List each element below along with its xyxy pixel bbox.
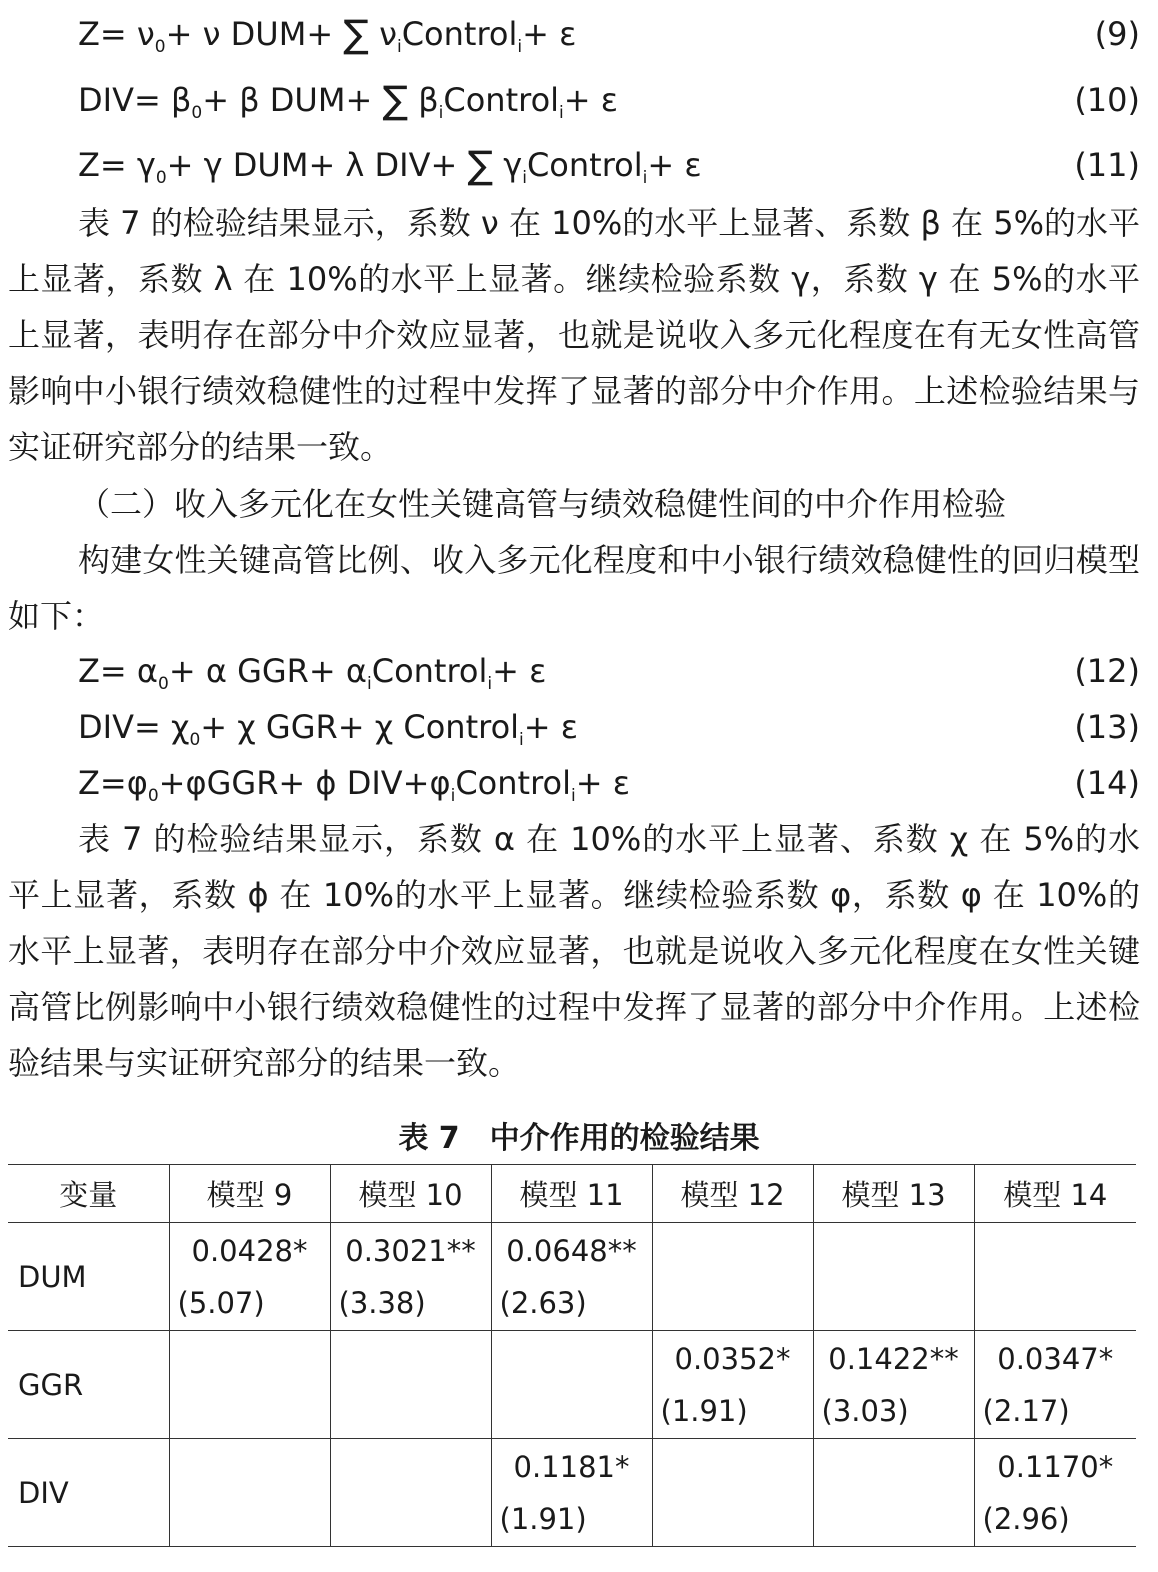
t-statistic: (3.38) [338, 1285, 426, 1320]
table-cell [652, 1331, 813, 1439]
results-table [8, 1164, 1136, 1547]
coefficient: 0.3021** [345, 1233, 476, 1268]
eq-text: + ν DUM+ [165, 15, 344, 53]
eq-text: Z= α [78, 652, 158, 690]
eq-subscript: i [487, 674, 493, 694]
eq-text: Control [526, 146, 643, 184]
equation-number: (11) [1074, 146, 1140, 184]
equation-number: (13) [1074, 708, 1140, 746]
header-cell: 模型 11 [491, 1165, 652, 1223]
section-heading: （二）收入多元化在女性关键高管与绩效稳健性间的中介作用检验 [78, 485, 1007, 523]
equation-number: (10) [1074, 81, 1140, 119]
eq-subscript: i [519, 730, 524, 750]
table-header-row [8, 1165, 1136, 1223]
eq-subscript: i [570, 786, 576, 806]
equation-number: (9) [1094, 15, 1140, 53]
header-cell: 模型 9 [169, 1165, 330, 1223]
equation-10 [78, 72, 1140, 128]
eq-subscript: 0 [189, 730, 201, 750]
eq-text: Z= γ [78, 146, 156, 184]
eq-text: Control [401, 15, 518, 53]
table-cell [652, 1439, 813, 1547]
eq-text: ν [368, 15, 397, 53]
coefficient: 0.1422** [828, 1341, 959, 1376]
eq-text: DIV= χ [78, 708, 190, 746]
t-statistic: (2.17) [982, 1393, 1070, 1428]
t-statistic: (3.03) [821, 1393, 909, 1428]
table-row [8, 1331, 1136, 1439]
table-cell [813, 1331, 974, 1439]
paragraph-2: 构建女性关键高管比例、收入多元化程度和中小银行绩效稳健性的回归模型如下： [8, 541, 1140, 635]
equation-11 [78, 137, 1140, 193]
variable-name: GGR [8, 1331, 169, 1439]
eq-subscript: i [366, 674, 372, 694]
variable-name: DUM [8, 1223, 169, 1331]
eq-text: + ε [492, 652, 547, 690]
eq-text: + ε [647, 146, 702, 184]
eq-subscript: 0 [158, 674, 169, 694]
paragraph-3: 表 7 的检验结果显示，系数 α 在 10%的水平上显著、系数 χ 在 5%的水平上显著，系数 ϕ 在 10%的水平上显著。继续检验系数 φ，系数 φ 在 10%的水平上显著，表明存在部分中介效应显著，也就是说收入多元化程度在女性关键高管比例影响中小银行绩效稳健性的过程中发挥了显著的部分中介作用。上述检验结果与实证研究部分的结果一致。 [8, 820, 1140, 1082]
header-cell: 模型 13 [813, 1165, 974, 1223]
eq-subscript: i [438, 103, 444, 123]
eq-text: β [408, 81, 439, 119]
coefficient: 0.0352* [674, 1341, 791, 1376]
equation-12 [78, 643, 1140, 699]
coefficient: 0.0428* [191, 1233, 308, 1268]
table-cell [491, 1223, 652, 1331]
eq-subscript: i [522, 168, 527, 188]
table-cell [169, 1439, 330, 1547]
eq-subscript: i [450, 786, 456, 806]
table-cell [652, 1223, 813, 1331]
eq-text: + ε [523, 708, 579, 746]
eq-subscript: i [642, 168, 648, 188]
t-statistic: (5.07) [177, 1285, 265, 1320]
table-cell [974, 1223, 1136, 1331]
coefficient: 0.1170* [997, 1449, 1114, 1484]
sigma-symbol: ∑ [382, 78, 409, 122]
sigma-symbol: ∑ [343, 12, 369, 56]
eq-text: + α GGR+ α [168, 652, 367, 690]
table-row [8, 1439, 1136, 1547]
table-cell [330, 1439, 491, 1547]
variable-name: DIV [8, 1439, 169, 1547]
eq-subscript: 0 [147, 786, 159, 806]
paragraph-1: 表 7 的检验结果显示，系数 ν 在 10%的水平上显著、系数 β 在 5%的水平上显著，系数 λ 在 10%的水平上显著。继续检验系数 γ，系数 γ 在 5%的水平上显著，表明存在部分中介效应显著，也就是说收入多元化程度在有无女性高管影响中小银行绩效稳健性的过程中发挥了显著的部分中介作用。上述检验结果与实证研究部分的结果一致。 [8, 204, 1140, 466]
table-row [8, 1223, 1136, 1331]
equation-13 [78, 699, 1140, 755]
coefficient: 0.1181* [513, 1449, 630, 1484]
eq-subscript: 0 [191, 103, 203, 123]
eq-text: + β DUM+ [202, 81, 383, 119]
table-cell [974, 1439, 1136, 1547]
equation-14 [78, 755, 1140, 811]
header-cell: 模型 12 [652, 1165, 813, 1223]
table-cell [169, 1331, 330, 1439]
t-statistic: (2.96) [982, 1501, 1070, 1536]
table-caption: 表 7 中介作用的检验结果 [398, 1121, 760, 1156]
table-cell [813, 1439, 974, 1547]
eq-text: Z= ν [78, 15, 155, 53]
eq-subscript: i [517, 37, 523, 57]
table-cell [813, 1223, 974, 1331]
t-statistic: (1.91) [499, 1501, 587, 1536]
eq-text: Control [371, 652, 488, 690]
eq-text: + ε [522, 15, 577, 53]
table-cell [169, 1223, 330, 1331]
table-cell [974, 1331, 1136, 1439]
eq-text: Control [443, 81, 560, 119]
eq-text: γ [493, 146, 523, 184]
table-cell [491, 1439, 652, 1547]
eq-subscript: i [396, 37, 402, 57]
eq-subscript: 0 [155, 168, 167, 188]
coefficient: 0.0648** [506, 1233, 637, 1268]
table-cell [330, 1331, 491, 1439]
eq-text: Z=φ [78, 764, 148, 802]
table-cell [491, 1331, 652, 1439]
t-statistic: (1.91) [660, 1393, 748, 1428]
header-cell: 变量 [8, 1165, 169, 1223]
eq-text: +φGGR+ ϕ DIV+φ [158, 764, 451, 802]
header-cell: 模型 14 [974, 1165, 1136, 1223]
equation-9 [78, 6, 1140, 62]
eq-text: Control [455, 764, 571, 802]
t-statistic: (2.63) [499, 1285, 587, 1320]
header-cell: 模型 10 [330, 1165, 491, 1223]
coefficient: 0.0347* [997, 1341, 1114, 1376]
sigma-symbol: ∑ [467, 143, 494, 187]
equation-number: (12) [1074, 652, 1140, 690]
table-cell [330, 1223, 491, 1331]
eq-text: + χ GGR+ χ Control [200, 708, 520, 746]
equation-number: (14) [1074, 764, 1140, 802]
eq-text: + ε [563, 81, 619, 119]
eq-text: DIV= β [78, 81, 192, 119]
eq-text: + γ DUM+ λ DIV+ [166, 146, 468, 184]
eq-subscript: 0 [154, 37, 166, 57]
eq-text: + ε [575, 764, 630, 802]
eq-subscript: i [559, 103, 564, 123]
